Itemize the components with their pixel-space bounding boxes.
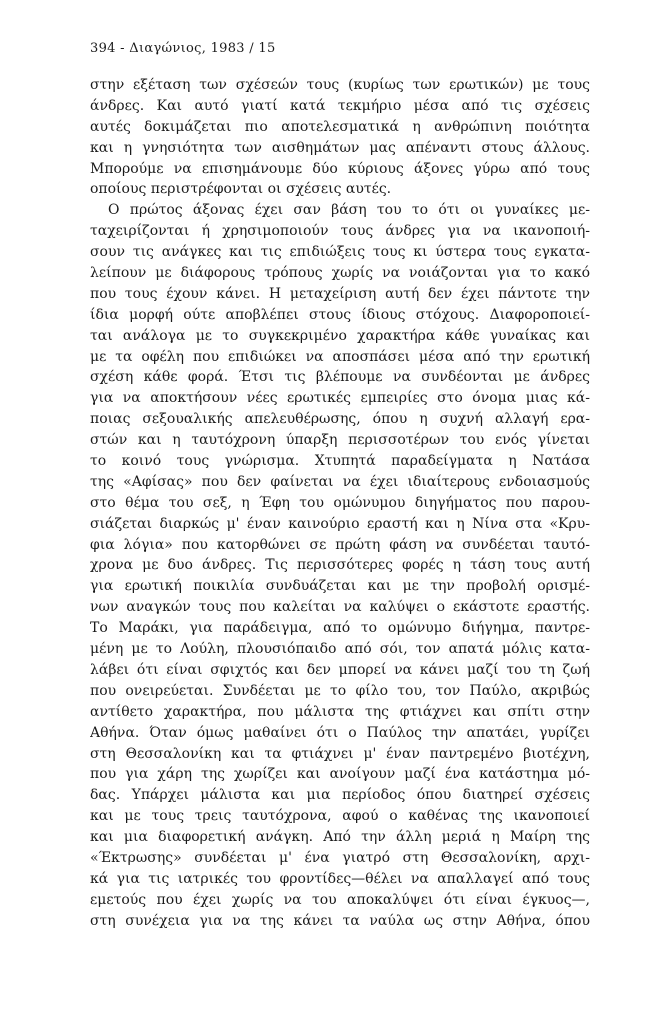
text-line: στη συνέχεια για να της κάνει τα ναύλα ως στην Αθήνα, όπου [90,912,590,929]
text-line: στη Θεσσαλονίκη και τα φτιάχνει μ' έναν παντρεμένο βιοτέχνη, [90,745,590,762]
text-line: και η γνησιότητα των αισθημάτων μας απέναντι στους άλλους. [90,139,590,156]
text-line: ίδια μορφή ούτε αποβλέπει στους ίδιους στόχους. Διαφοροποιεί- [90,306,590,323]
body-text [90,75,590,932]
text-line: στην εξέταση των σχέσεών τους (κυρίως των ερωτικών) με τους [90,77,590,93]
text-line: δας. Υπάρχει μάλιστα και μια περίοδος όπου διατηρεί σχέσεις [90,787,590,804]
text-line: σχέση κάθε φορά. Έτσι τις βλέπουμε να συνδέονται με άνδρες [90,369,590,386]
text-line: με τα οφέλη που επιδιώκει να αποσπάσει μέσα από την ερωτική [90,348,590,365]
text-line: που τους έχουν κάνει. Η μεταχείριση αυτή δεν έχει πάντοτε την [90,285,590,302]
text-line: για να αποκτήσουν νέες ερωτικές εμπειρίες στο όνομα μιας κά- [90,390,590,407]
text-line: ταχειρίζονται ή χρησιμοποιούν τους άνδρες για να ικανοποιή- [90,223,590,240]
page-number: 394 [90,41,116,56]
text-line: Αθήνα. Όταν όμως μαθαίνει ότι ο Παύλος την απατάει, γυρίζει [90,724,590,741]
page-body [90,40,590,932]
header-separator: - [115,41,130,56]
text-line: οποίους περιστρέφονται οι σχέσεις αυτές. [90,181,392,198]
running-header [90,40,590,58]
text-line: που για χάρη της χωρίζει και ανοίγουν μαζί ένα κατάστημα μό- [90,766,590,783]
text-line: και με τους τρεις ταυτόχρονα, αφού ο καθένας της ικανοποιεί [90,808,590,825]
text-line: νων αναγκών τους που καλείται να καλύψει ο εκάστοτε εραστής. [90,599,590,616]
text-line: για ερωτική ποικιλία συνδυάζεται και με την προβολή ορισμέ- [90,578,590,595]
text-line: Μπορούμε να επισημάνουμε δύο κύριους άξονες γύρω από τους [90,160,590,177]
text-line: και μια διαφορετική ανάγκη. Από την άλλη μεριά η Μαίρη της [90,829,590,846]
text-line: το κοινό τους γνώρισμα. Χτυπητά παραδείγματα η Νατάσα [90,453,590,470]
text-line: Το Μαράκι, για παράδειγμα, από το ομώνυμο διήγημα, παντρε- [90,620,590,637]
text-line: αυτές δοκιμάζεται πιο αποτελεσματικά η ανθρώπινη ποιότητα [90,118,590,135]
text-line: Ο πρώτος άξονας έχει σαν βάση του το ότι οι γυναίκες με- [108,202,590,219]
text-line: που ονειρεύεται. Συνδέεται με το φίλο του, τον Παύλο, ακριβώς [90,682,590,699]
text-line: αντίθετο χαρακτήρα, που μάλιστα της φτιάχνει και σπίτι στην [90,703,590,720]
text-line: ται ανάλογα με το συγκεκριμένο χαρακτήρα κάθε γυναίκας και [90,327,590,344]
text-line: «Έκτρωσης» συνδέεται μ' ένα γιατρό στη Θεσσαλονίκη, αρχι- [90,849,590,866]
text-line: άνδρες. Και αυτό γιατί κατά τεκμήριο μέσα από τις σχέσεις [90,97,590,114]
text-line: λάβει ότι είναι σφιχτός και δεν μπορεί να κάνει μαζί του τη ζωή [90,661,590,678]
text-line: σιάζεται διαρκώς μ' έναν καινούριο εραστή και η Νίνα στα «Κρυ- [90,515,590,532]
text-line: φια λόγια» που κατορθώνει σε πρώτη φάση να συνδέεται ταυτό- [90,536,590,553]
text-line: κά για τις ιατρικές του φροντίδες—θέλει να απαλλαγεί από τους [90,870,590,887]
text-line: στο θέμα του σεξ, η Έφη του ομώνυμου διηγήματος που παρου- [90,494,590,511]
journal-issue: Διαγώνιος, 1983 / 15 [129,41,276,56]
text-line: ποιας σεξουαλικής απελευθέρωσης, όπου η συχνή αλλαγή ερα- [90,411,590,428]
text-line: σουν τις ανάγκες και τις επιδιώξεις τους κι ύστερα τους εγκατα- [90,244,590,261]
text-line: χρονα με δυο άνδρες. Τις περισσότερες φορές η τάση τους αυτή [90,557,590,574]
text-line: λείπουν με διάφορους τρόπους χωρίς να νοιάζονται για το κακό [90,265,590,282]
text-line: στών και η ταυτόχρονη ύπαρξη περισσοτέρων του ενός γίνεται [90,432,590,449]
text-line: μένη με το Λούλη, πλουσιόπαιδο από σόι, τον απατά μόλις κατα- [90,641,590,658]
text-line: εμετούς που έχει χωρίς να του αποκαλύψει ότι είναι έγκυος—, [90,891,590,908]
text-line: της «Αφίσας» που δεν φαίνεται να έχει ιδιαίτερους ενδοιασμούς [90,473,590,490]
